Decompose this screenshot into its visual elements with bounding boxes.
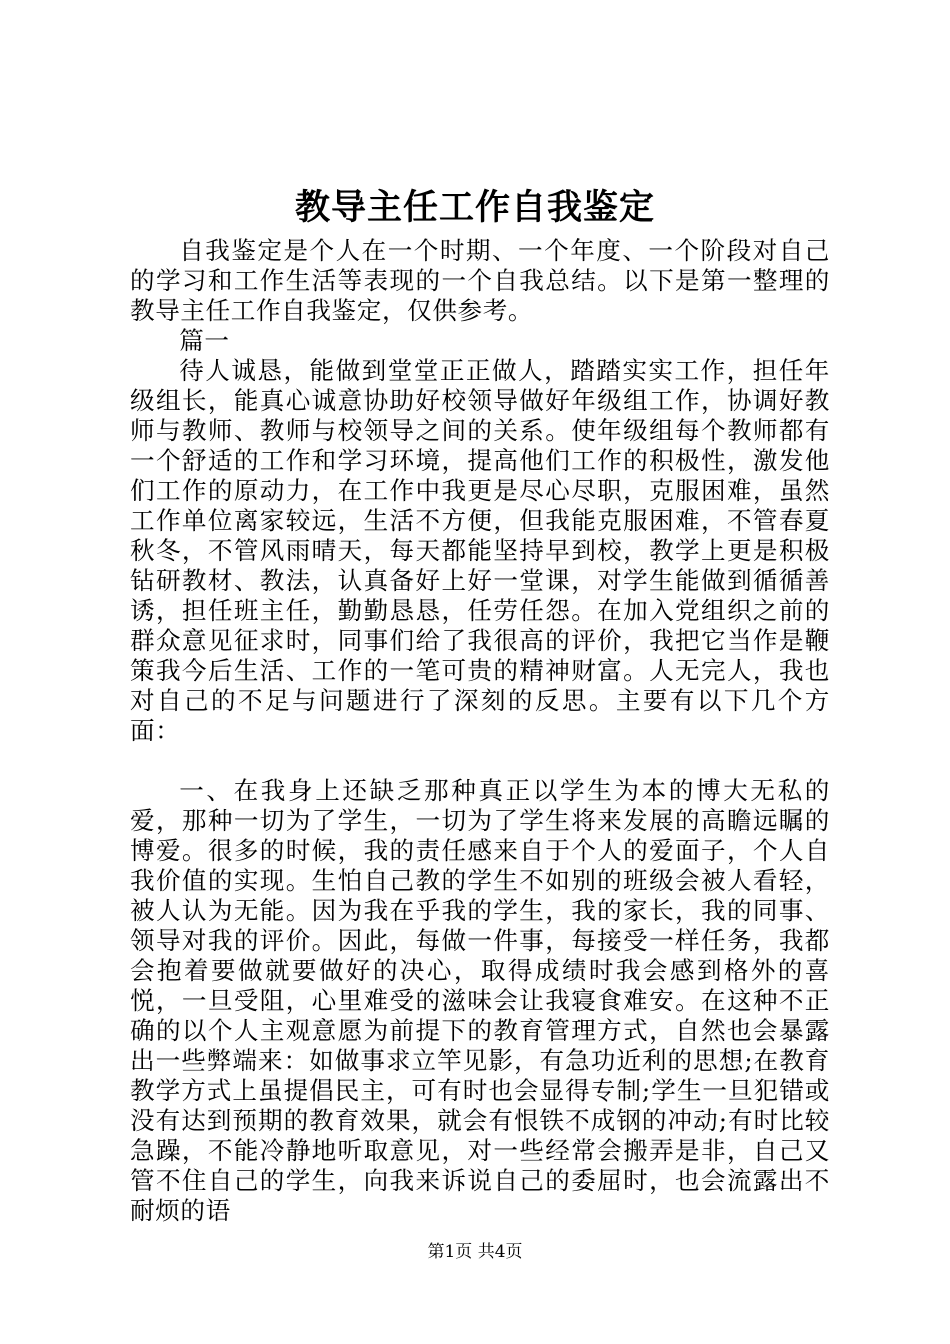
document-title: 教导主任工作自我鉴定 [294,187,655,228]
body-paragraph-1: 待人诚恳，能做到堂堂正正做人，踏踏实实工作，担任年级组长，能真心诚意协助好校领导做好年级组工作，协调好教师与教师、教师与校领导之间的关系。使年级组每个教师都有一个舒适的工作和学习环境，提高他们工作的积极性，激发他们工作的原动力，在工作中我更是尽心尽职，克服困难，虽然工作单位离家较远，生活不方便，但我能克服困难，不管春夏秋冬，不管风雨晴天，每天都能坚持早到校，教学上更是积极钻研教材、教法，认真备好上好一堂课，对学生能做到循循善诱，担任班主任，勤勤恳恳，任劳任怨。在加入党组织之前的群众意见征求时，同事们给了我很高的评价，我把它当作是鞭策我今后生活、工作的一笔可贵的精神财富。人无完人，我也对自己的不足与问题进行了深刻的反思。主要有以下几个方面： [130,356,830,745]
page-footer: 第1页 共4页 [427,1242,523,1262]
section-label: 篇一 [179,326,230,355]
document-body [130,236,830,1226]
intro-paragraph: 自我鉴定是个人在一个时期、一个年度、一个阶段对自己的学习和工作生活等表现的一个自我总结。以下是第一整理的教导主任工作自我鉴定，仅供参考。 [130,236,830,325]
body-paragraph-2: 一、在我身上还缺乏那种真正以学生为本的博大无私的爱，那种一切为了学生，一切为了学生将来发展的高瞻远瞩的博爱。很多的时候，我的责任感来自于个人的爱面子，个人自我价值的实现。生怕自己教的学生不如别的班级会被人看轻，被人认为无能。因为我在乎我的学生，我的家长，我的同事、领导对我的评价。因此，每做一件事，每接受一样任务，我都会抱着要做就要做好的决心，取得成绩时我会感到格外的喜悦，一旦受阻，心里难受的滋味会让我寝食难安。在这种不正确的以个人主观意愿为前提下的教育管理方式，自然也会暴露出一些弊端来：如做事求立竿见影，有急功近利的思想;在教育教学方式上虽提倡民主，可有时也会显得专制;学生一旦犯错或没有达到预期的教育效果，就会有恨铁不成钢的冲动;有时比较急躁，不能冷静地听取意见，对一些经常会搬弄是非，自己又管不住自己的学生，向我来诉说自己的委屈时，也会流露出不耐烦的语 [130,776,830,1225]
